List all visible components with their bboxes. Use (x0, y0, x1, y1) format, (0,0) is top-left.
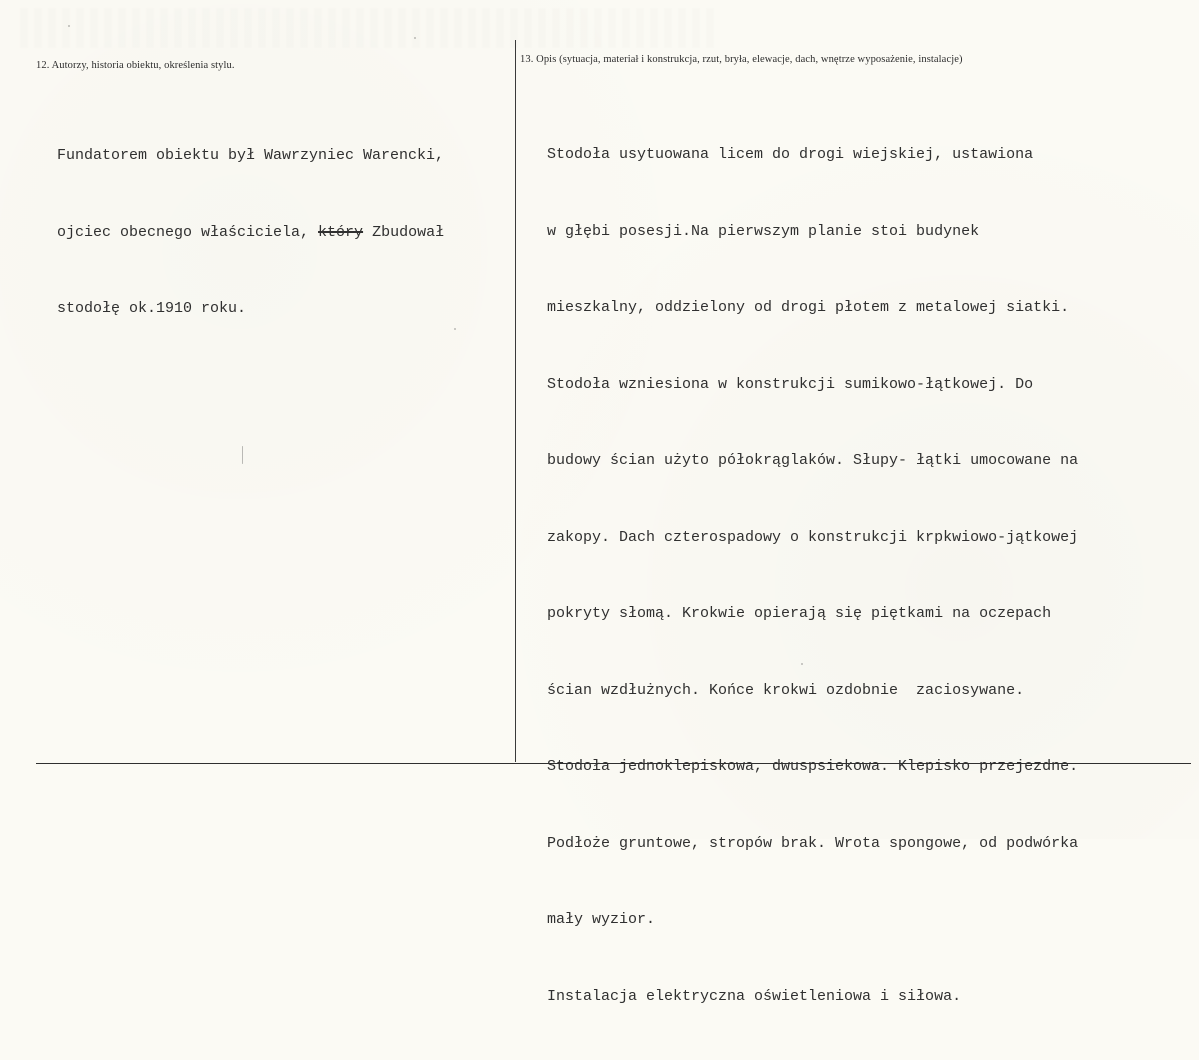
history-line-2 (57, 220, 444, 246)
description-line-8: ścian wzdłużnych. Końce krokwi ozdobnie zaciosywane. (547, 681, 1025, 699)
description-line-7: pokryty słomą. Krokwie opierają się piętkami na oczepach (547, 605, 1052, 622)
description-line-1: Stodoła usytuowana licem do drogi wiejskiej, ustawiona (547, 146, 1034, 163)
description-line-4: Stodoła wzniesiona w konstrukcji sumikowo-łątkowej. Do (547, 375, 1034, 393)
description-label: 13. Opis (sytuacja, materiał i konstrukcja, rzut, bryła, elewacje, dach, wnętrze wyposażenie, instalacje) (520, 54, 963, 65)
description-line-10: Podłoże gruntowe, stropów brak. Wrota spongowe, od podwórka (547, 834, 1079, 852)
paper-scratch-mark (242, 446, 243, 464)
paper-dust-mark (454, 328, 456, 330)
description-line-5: budowy ścian użyto półokrąglaków. Słupy- łątki umocowane na (547, 452, 1079, 469)
history-line-1: Fundatorem obiektu był Wawrzyniec Warencki, (57, 147, 445, 164)
history-text-block (57, 92, 444, 373)
history-line-3: stodołę ok.1910 roku. (57, 300, 247, 317)
paper-dust-mark (801, 663, 803, 665)
description-line-11: mały wyzior. (547, 911, 656, 928)
column-divider (515, 40, 516, 762)
description-line-6: zakopy. Dach czterospadowy o konstrukcji krpkwiowo-jątkowej (547, 528, 1079, 546)
show-through-text (20, 8, 720, 48)
description-line-12: Instalacja elektryczna oświetleniowa i siłowa. (547, 987, 962, 1005)
history-line-2-before: ojciec obecnego właściciela, (57, 223, 319, 241)
description-line-9: Stodoła jednoklepiskowa, dwuspsiekowa. Klepisko przejezdne. (547, 758, 1079, 775)
paper-dust-mark (414, 37, 416, 39)
description-line-3: mieszkalny, oddzielony od drogi płotem z metalowej siatki. (547, 299, 1070, 316)
struck-word: który (318, 223, 364, 241)
paper-dust-mark (68, 25, 70, 27)
authors-history-style-label: 12. Autorzy, historia obiektu, określenia stylu. (36, 60, 235, 71)
description-text-block (547, 91, 1078, 1060)
description-line-2: w głębi posesji.Na pierwszym planie stoi budynek (547, 222, 980, 240)
history-line-2-after: Zbudował (363, 223, 445, 241)
